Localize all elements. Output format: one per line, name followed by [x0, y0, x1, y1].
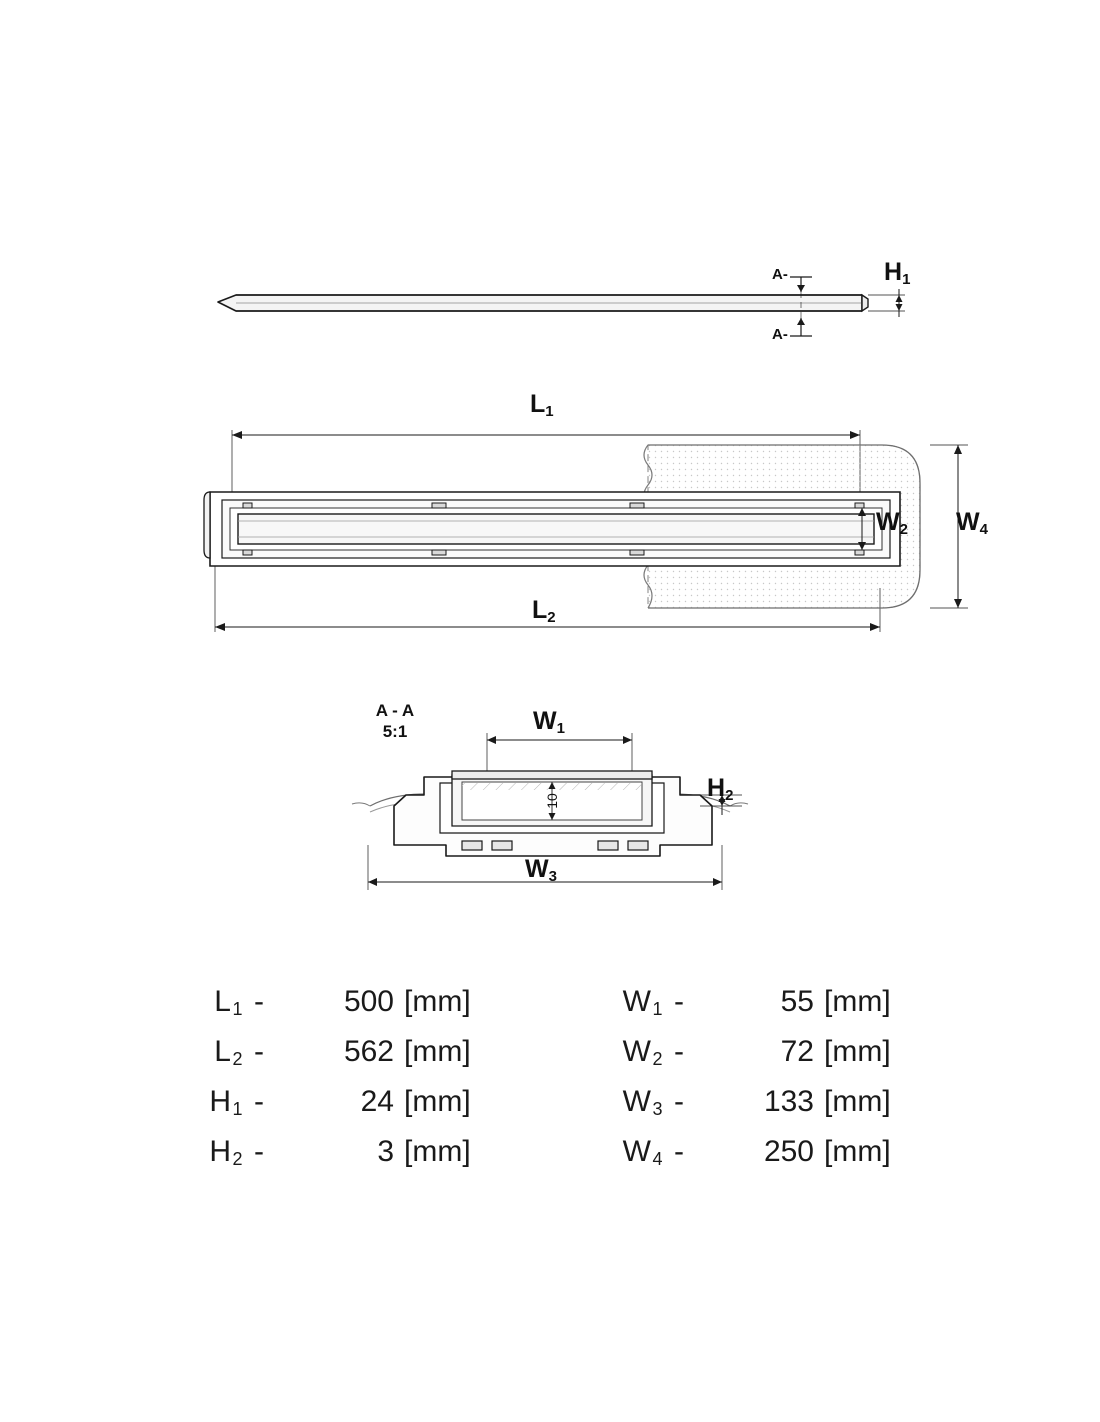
dimension-symbol: $L_2$ — [214, 1035, 243, 1069]
dimension-unit: [mm] — [404, 985, 471, 1018]
section-marker-top-label: A- — [772, 266, 788, 283]
dimension-row — [570, 1035, 970, 1085]
dimension-dash: - — [254, 985, 264, 1018]
side-elevation-view — [218, 277, 905, 336]
dimension-symbol: $H_1$ — [209, 1085, 243, 1119]
dimension-symbol: $W_4$ — [622, 1135, 663, 1169]
dimension-row — [150, 1135, 550, 1185]
dimension-row — [150, 1035, 550, 1085]
dimension-symbol: $W_2$ — [622, 1035, 663, 1069]
callout-h1: $H_1$ — [884, 258, 911, 288]
section-marker-bottom-label: A- — [772, 326, 788, 343]
dimension-symbol: $W_3$ — [622, 1085, 663, 1119]
dimension-symbol: $L_1$ — [214, 985, 243, 1019]
callout-w2: $W_2$ — [876, 508, 908, 538]
plan-view — [204, 430, 968, 632]
dimension-table — [150, 985, 970, 1185]
dimension-unit: [mm] — [824, 1085, 891, 1118]
dimension-column-left — [150, 985, 550, 1185]
dimension-row — [150, 1085, 550, 1135]
dimension-unit: [mm] — [824, 1135, 891, 1168]
dimension-column-right — [570, 985, 970, 1185]
dimension-row — [570, 1135, 970, 1185]
dimension-value: 3 — [377, 1135, 394, 1168]
callout-inner-depth: 10 — [544, 793, 560, 809]
callout-w4: $W_4$ — [956, 508, 988, 538]
dimension-unit: [mm] — [404, 1035, 471, 1068]
dimension-dash: - — [674, 1085, 684, 1118]
dimension-value: 500 — [343, 985, 394, 1018]
callout-h2: $H_2$ — [707, 774, 734, 804]
dimension-symbol: $H_2$ — [209, 1135, 243, 1169]
dimension-unit: [mm] — [404, 1135, 471, 1168]
callout-w1: $W_1$ — [533, 707, 565, 737]
dimension-value: 250 — [763, 1135, 814, 1168]
dimension-dash: - — [254, 1135, 264, 1168]
dimension-unit: [mm] — [824, 985, 891, 1018]
dimension-row — [150, 985, 550, 1035]
dimension-dash: - — [674, 985, 684, 1018]
dimension-dash: - — [674, 1035, 684, 1068]
dimension-value: 562 — [343, 1035, 394, 1068]
dimension-unit: [mm] — [824, 1035, 891, 1068]
callout-l1: $L_1$ — [530, 390, 554, 420]
dimension-value: 72 — [780, 1035, 814, 1068]
dimension-value: 24 — [360, 1085, 394, 1118]
section-title: A - A 5:1 — [375, 701, 415, 742]
dimension-dash: - — [674, 1135, 684, 1168]
callout-l2: $L_2$ — [532, 596, 556, 626]
dimension-dash: - — [254, 1085, 264, 1118]
dimension-symbol: $W_1$ — [622, 985, 663, 1019]
callout-w3: $W_3$ — [525, 855, 557, 885]
dimension-row — [570, 1085, 970, 1135]
dimension-unit: [mm] — [404, 1085, 471, 1118]
dimension-value: 55 — [780, 985, 814, 1018]
dimension-value: 133 — [763, 1085, 814, 1118]
dimension-row — [570, 985, 970, 1035]
dimension-dash: - — [254, 1035, 264, 1068]
